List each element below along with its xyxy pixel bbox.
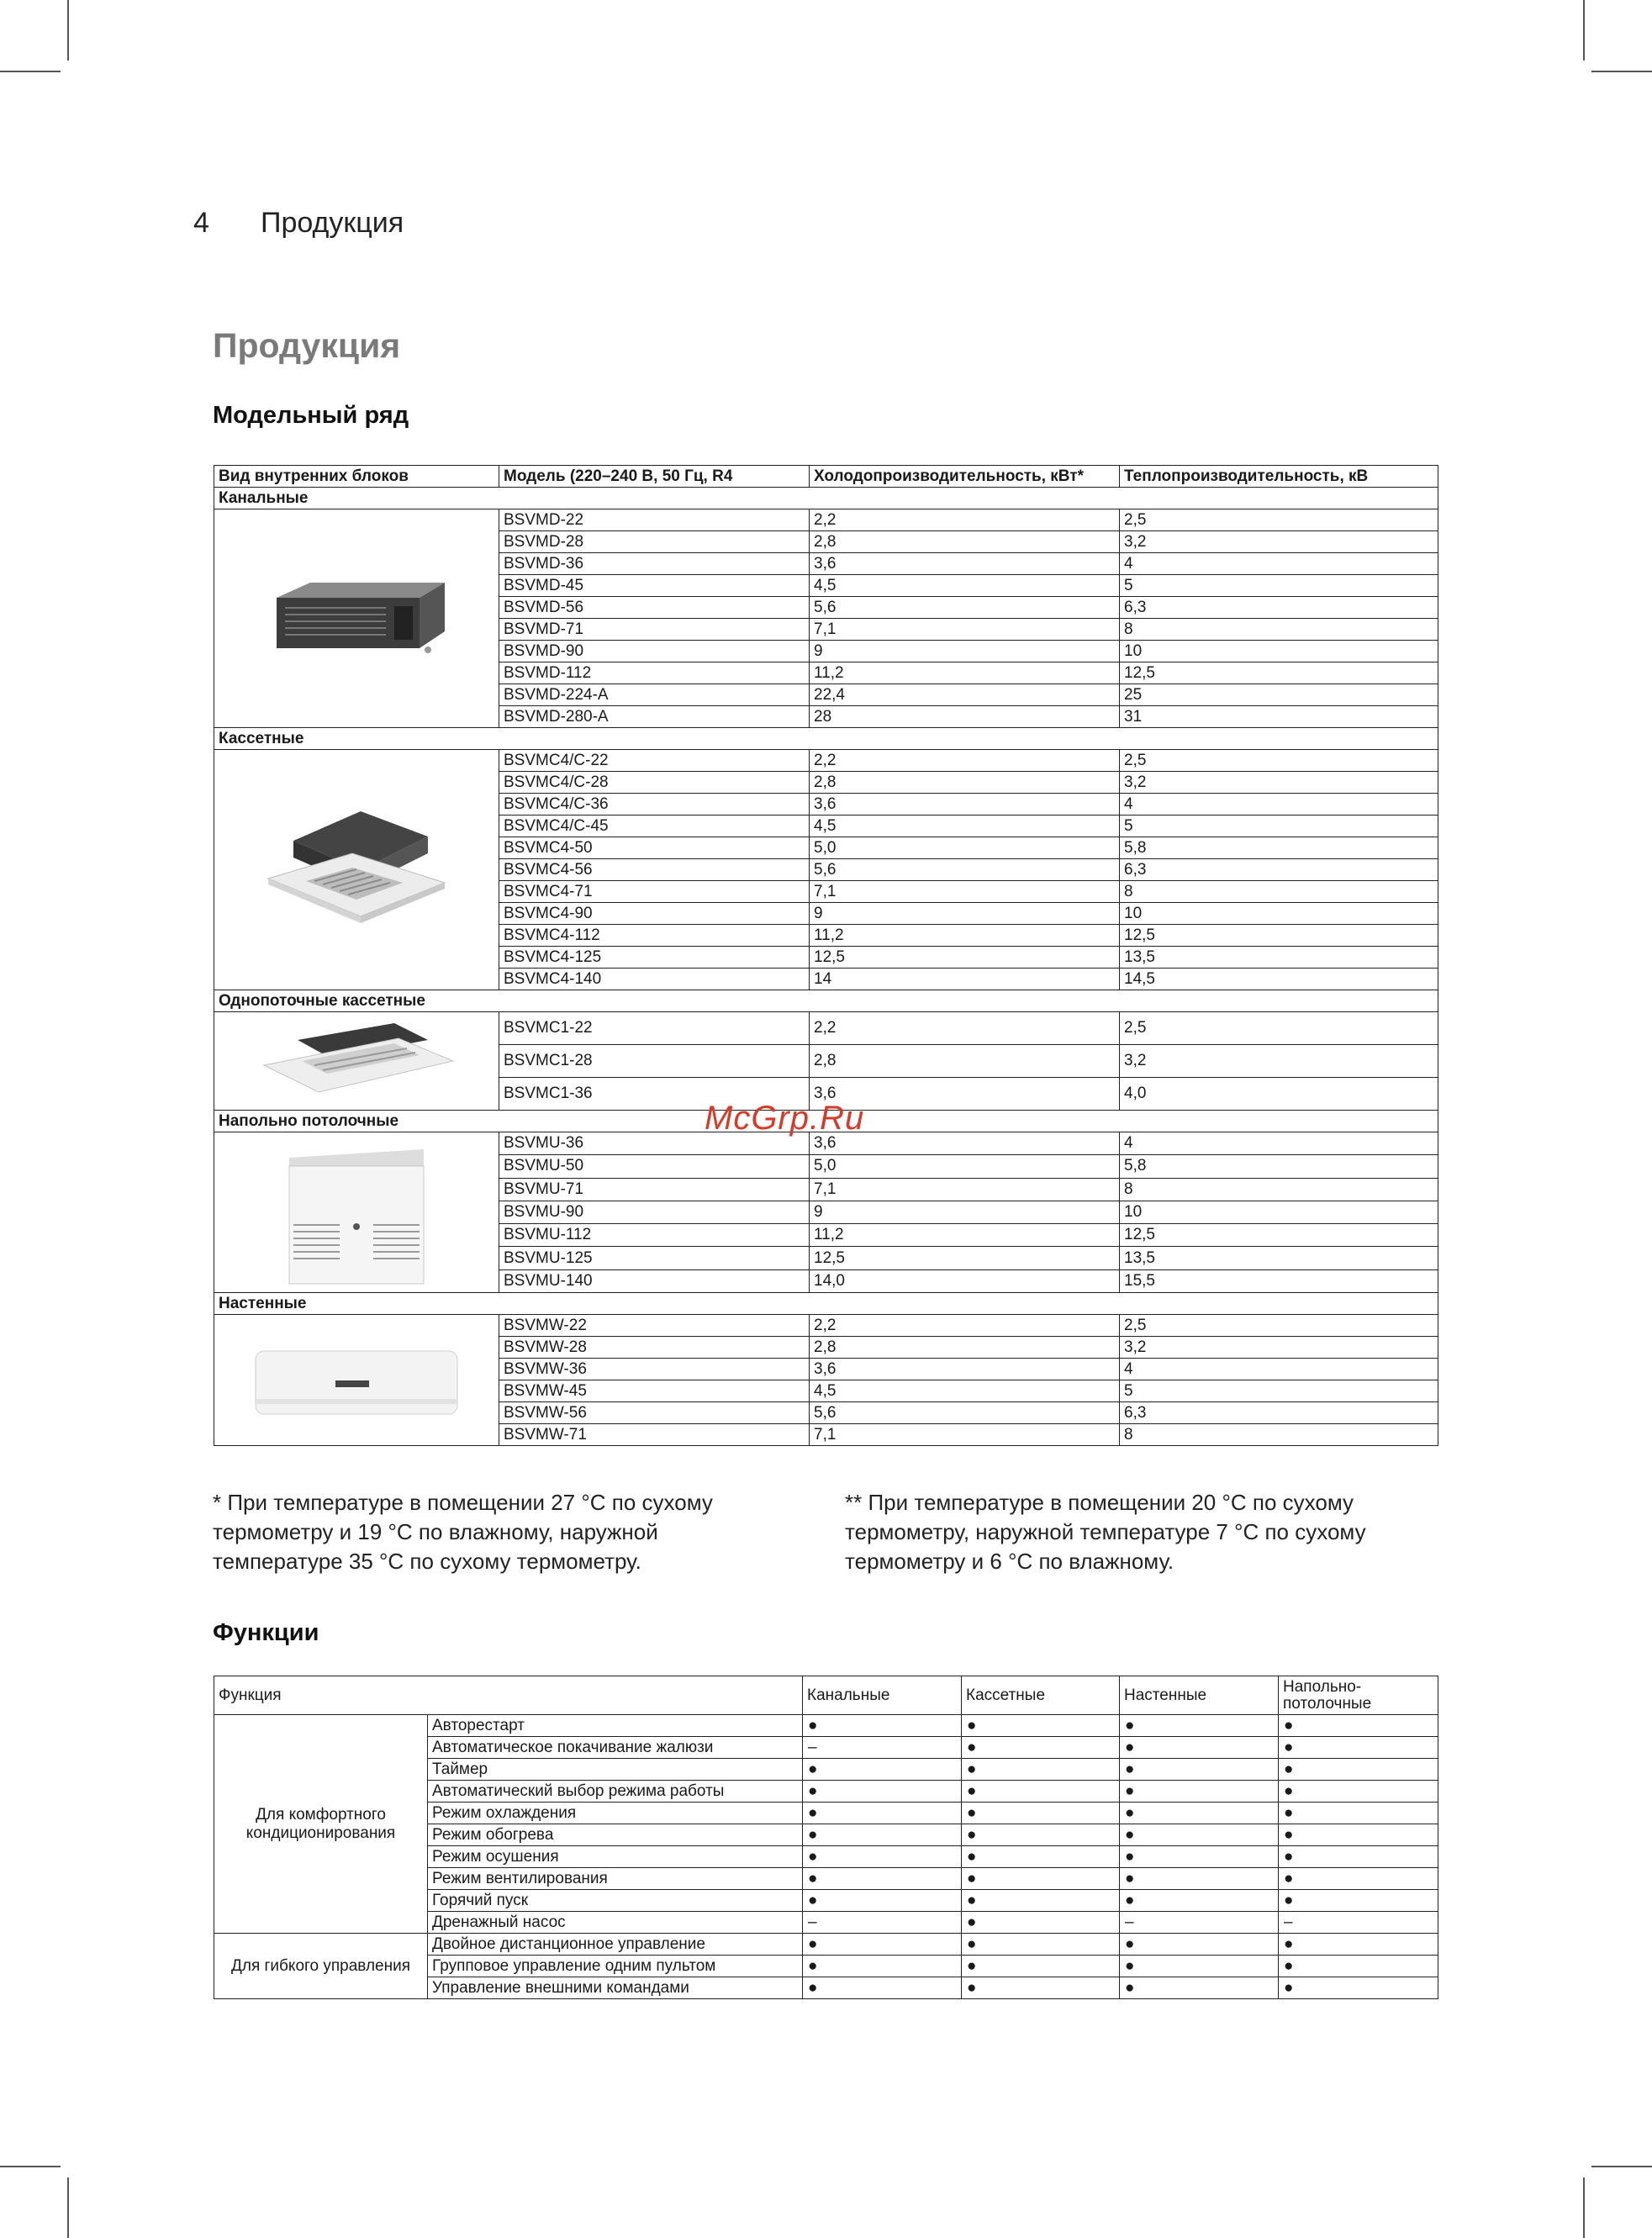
model-cell: BSVMC4-90 xyxy=(499,903,810,925)
availability-mark: ● xyxy=(962,1781,1120,1803)
availability-mark: ● xyxy=(962,1934,1120,1956)
availability-mark: ● xyxy=(1279,1846,1438,1868)
heating-cell: 3,2 xyxy=(1120,1045,1438,1078)
cooling-cell: 4,5 xyxy=(810,1380,1120,1402)
availability-mark: ● xyxy=(1120,1759,1279,1781)
availability-mark: ● xyxy=(1279,1824,1438,1846)
group-row xyxy=(214,990,1438,1012)
availability-mark: ● xyxy=(803,1759,962,1781)
availability-mark: ● xyxy=(1279,1803,1438,1824)
heating-cell: 10 xyxy=(1120,641,1438,662)
function-name: Таймер xyxy=(428,1759,803,1781)
model-cell: BSVMC1-36 xyxy=(499,1078,810,1111)
heating-cell: 12,5 xyxy=(1120,1224,1438,1247)
availability-mark: ● xyxy=(962,1824,1120,1846)
availability-mark: – xyxy=(803,1912,962,1934)
group-row xyxy=(214,728,1438,750)
heating-cell: 2,5 xyxy=(1120,509,1438,531)
cooling-cell: 14,0 xyxy=(810,1269,1120,1292)
availability-mark: ● xyxy=(803,1715,962,1737)
models-heading: Модельный ряд xyxy=(213,402,409,429)
heating-cell: 3,2 xyxy=(1120,1337,1438,1359)
model-cell: BSVMD-36 xyxy=(499,553,810,575)
function-name: Групповое управление одним пультом xyxy=(428,1956,803,1977)
availability-mark: ● xyxy=(803,1868,962,1890)
heating-cell: 5 xyxy=(1120,575,1438,597)
model-cell: BSVMD-45 xyxy=(499,575,810,597)
crop-mark xyxy=(67,0,69,61)
cooling-cell: 2,8 xyxy=(810,772,1120,794)
wall-unit-icon xyxy=(247,1338,466,1423)
availability-mark: ● xyxy=(1120,1737,1279,1759)
cooling-cell: 7,1 xyxy=(810,619,1120,641)
heating-cell: 4 xyxy=(1120,794,1438,815)
column-header: Холодопроизводительность, кВт* xyxy=(810,466,1120,488)
availability-mark: ● xyxy=(803,1977,962,1999)
one-way-cassette-image xyxy=(214,1012,499,1111)
availability-mark: ● xyxy=(1120,1846,1279,1868)
heating-cell: 31 xyxy=(1120,706,1438,728)
cooling-footnote: * При температуре в помещении 27 °С по сухому термометру и 19 °С по влажному, наружной температуре 35 °С по сухому термометру. xyxy=(213,1490,713,1574)
model-cell: BSVMD-280-A xyxy=(499,706,810,728)
heating-cell: 10 xyxy=(1120,1201,1438,1223)
heating-cell: 8 xyxy=(1120,1424,1438,1446)
availability-mark: ● xyxy=(1120,1934,1279,1956)
watermark: McGrp.Ru xyxy=(705,1100,865,1137)
column-header: Функция xyxy=(214,1676,803,1715)
model-cell: BSVMU-50 xyxy=(499,1155,810,1178)
heating-cell: 2,5 xyxy=(1120,1012,1438,1045)
model-cell: BSVMC4/C-36 xyxy=(499,794,810,815)
model-cell: BSVMW-71 xyxy=(499,1424,810,1446)
model-cell: BSVMW-28 xyxy=(499,1337,810,1359)
model-cell: BSVMW-56 xyxy=(499,1402,810,1424)
availability-mark: ● xyxy=(1120,1803,1279,1824)
crop-mark xyxy=(1583,0,1585,61)
availability-mark: ● xyxy=(1279,1977,1438,1999)
heating-cell: 6,3 xyxy=(1120,859,1438,881)
availability-mark: ● xyxy=(962,1737,1120,1759)
model-cell: BSVMC4-125 xyxy=(499,947,810,969)
column-header: Настенные xyxy=(1120,1676,1279,1715)
heating-cell: 3,2 xyxy=(1120,772,1438,794)
availability-mark: ● xyxy=(1279,1715,1438,1737)
crop-mark xyxy=(1591,2166,1652,2167)
cooling-cell: 5,6 xyxy=(810,1402,1120,1424)
page-header xyxy=(193,207,404,240)
column-header: Напольно-потолочные xyxy=(1279,1676,1438,1715)
availability-mark: ● xyxy=(803,1956,962,1977)
crop-mark xyxy=(67,2177,69,2238)
table-header-row xyxy=(214,1676,1438,1715)
cooling-cell: 11,2 xyxy=(810,1224,1120,1247)
cooling-cell: 2,2 xyxy=(810,750,1120,772)
availability-mark: ● xyxy=(1279,1781,1438,1803)
function-name: Режим обогрева xyxy=(428,1824,803,1846)
model-cell: BSVMU-71 xyxy=(499,1178,810,1201)
heating-cell: 3,2 xyxy=(1120,531,1438,553)
heating-cell: 4 xyxy=(1120,1132,1438,1155)
availability-mark: ● xyxy=(1279,1737,1438,1759)
functions-heading: Функции xyxy=(213,1619,319,1646)
model-cell: BSVMC4-50 xyxy=(499,837,810,859)
function-name: Автоматический выбор режима работы xyxy=(428,1781,803,1803)
heating-cell: 6,3 xyxy=(1120,1402,1438,1424)
table-header-row xyxy=(214,466,1438,488)
availability-mark: – xyxy=(1120,1912,1279,1934)
cooling-cell: 11,2 xyxy=(810,925,1120,947)
table-row xyxy=(214,1012,1438,1045)
cooling-cell: 2,2 xyxy=(810,1315,1120,1337)
availability-mark: ● xyxy=(1120,1824,1279,1846)
model-cell: BSVMC4-140 xyxy=(499,969,810,990)
cooling-cell: 5,0 xyxy=(810,837,1120,859)
availability-mark: ● xyxy=(962,1912,1120,1934)
table-row xyxy=(214,509,1438,531)
availability-mark: ● xyxy=(962,1977,1120,1999)
crop-mark xyxy=(0,2166,61,2167)
cooling-cell: 7,1 xyxy=(810,1424,1120,1446)
cooling-cell: 28 xyxy=(810,706,1120,728)
functions-table xyxy=(214,1676,1438,1999)
cooling-cell: 2,8 xyxy=(810,1045,1120,1078)
availability-mark: ● xyxy=(1279,1868,1438,1890)
model-cell: BSVMW-22 xyxy=(499,1315,810,1337)
availability-mark: ● xyxy=(1120,1956,1279,1977)
ducted-unit-icon xyxy=(260,573,453,665)
heating-cell: 4 xyxy=(1120,553,1438,575)
availability-mark: ● xyxy=(1120,1868,1279,1890)
cooling-cell: 5,0 xyxy=(810,1155,1120,1178)
group-label: Однопоточные кассетные xyxy=(214,990,1438,1012)
models-table xyxy=(214,465,1438,1446)
column-header: Модель (220–240 В, 50 Гц, R4 xyxy=(499,466,810,488)
model-cell: BSVMU-125 xyxy=(499,1247,810,1269)
cooling-cell: 4,5 xyxy=(810,815,1120,837)
cooling-cell: 9 xyxy=(810,903,1120,925)
heating-cell: 5 xyxy=(1120,1380,1438,1402)
group-label: Напольно потолочные xyxy=(214,1111,1438,1132)
cooling-cell: 2,8 xyxy=(810,531,1120,553)
heating-cell: 2,5 xyxy=(1120,1315,1438,1337)
availability-mark: ● xyxy=(1279,1956,1438,1977)
table-row xyxy=(214,1715,1438,1737)
model-cell: BSVMU-90 xyxy=(499,1201,810,1223)
function-name: Дренажный насос xyxy=(428,1912,803,1934)
section-title: Продукция xyxy=(261,207,404,239)
availability-mark: ● xyxy=(1279,1934,1438,1956)
cooling-cell: 3,6 xyxy=(810,1132,1120,1155)
table-row xyxy=(214,1934,1438,1956)
function-name: Двойное дистанционное управление xyxy=(428,1934,803,1956)
cooling-cell: 5,6 xyxy=(810,859,1120,881)
model-cell: BSVMC1-28 xyxy=(499,1045,810,1078)
table-row xyxy=(214,750,1438,772)
heating-cell: 5 xyxy=(1120,815,1438,837)
heating-cell: 4 xyxy=(1120,1359,1438,1380)
cooling-cell: 3,6 xyxy=(810,794,1120,815)
function-name: Режим охлаждения xyxy=(428,1803,803,1824)
function-category: Для гибкого управления xyxy=(214,1934,428,1999)
cooling-cell: 22,4 xyxy=(810,684,1120,706)
availability-mark: ● xyxy=(1120,1890,1279,1912)
cooling-cell: 9 xyxy=(810,641,1120,662)
availability-mark: ● xyxy=(962,1890,1120,1912)
availability-mark: ● xyxy=(962,1868,1120,1890)
column-header: Теплопроизводительность, кВ xyxy=(1120,466,1438,488)
model-cell: BSVMC4/C-45 xyxy=(499,815,810,837)
function-name: Режим осушения xyxy=(428,1846,803,1868)
floor-ceiling-unit-image xyxy=(214,1132,499,1293)
function-category: Для комфортного кондиционирования xyxy=(214,1715,428,1934)
cassette-unit-image xyxy=(214,750,499,990)
heating-cell: 14,5 xyxy=(1120,969,1438,990)
availability-mark: ● xyxy=(803,1890,962,1912)
group-row xyxy=(214,488,1438,509)
heating-cell: 15,5 xyxy=(1120,1269,1438,1292)
availability-mark: ● xyxy=(1279,1890,1438,1912)
crop-mark xyxy=(1591,71,1652,72)
column-header: Вид внутренних блоков xyxy=(214,466,499,488)
availability-mark: ● xyxy=(803,1934,962,1956)
cooling-cell: 9 xyxy=(810,1201,1120,1223)
model-cell: BSVMU-112 xyxy=(499,1224,810,1247)
group-label: Кассетные xyxy=(214,728,1438,750)
model-cell: BSVMW-45 xyxy=(499,1380,810,1402)
model-cell: BSVMU-140 xyxy=(499,1269,810,1292)
group-label: Настенные xyxy=(214,1293,1438,1315)
one-way-cassette-icon xyxy=(251,1015,462,1107)
model-cell: BSVMC4-71 xyxy=(499,881,810,903)
heating-cell: 8 xyxy=(1120,1178,1438,1201)
model-cell: BSVMW-36 xyxy=(499,1359,810,1380)
ducted-unit-image xyxy=(214,509,499,728)
availability-mark: ● xyxy=(1120,1781,1279,1803)
availability-mark: ● xyxy=(803,1803,962,1824)
heating-footnote: ** При температуре в помещении 20 °С по сухому термометру, наружной температуре 7 °С по сухому термометру и 6 °С по влажному. xyxy=(845,1490,1366,1574)
cooling-cell: 2,2 xyxy=(810,509,1120,531)
heating-cell: 12,5 xyxy=(1120,925,1438,947)
heating-cell: 4,0 xyxy=(1120,1078,1438,1111)
cooling-cell: 11,2 xyxy=(810,662,1120,684)
availability-mark: – xyxy=(1279,1912,1438,1934)
heating-cell: 25 xyxy=(1120,684,1438,706)
model-cell: BSVMD-22 xyxy=(499,509,810,531)
group-label: Канальные xyxy=(214,488,1438,509)
cooling-cell: 14 xyxy=(810,969,1120,990)
function-name: Автоматическое покачивание жалюзи xyxy=(428,1737,803,1759)
heating-cell: 8 xyxy=(1120,881,1438,903)
wall-unit-image xyxy=(214,1315,499,1446)
availability-mark: – xyxy=(803,1737,962,1759)
crop-mark xyxy=(0,71,61,72)
crop-mark xyxy=(1583,2177,1585,2238)
cooling-cell: 4,5 xyxy=(810,575,1120,597)
model-cell: BSVMC4-56 xyxy=(499,859,810,881)
cooling-cell: 2,8 xyxy=(810,1337,1120,1359)
heating-cell: 10 xyxy=(1120,903,1438,925)
cooling-cell: 5,6 xyxy=(810,597,1120,619)
cooling-cell: 3,6 xyxy=(810,553,1120,575)
availability-mark: ● xyxy=(803,1824,962,1846)
heating-cell: 2,5 xyxy=(1120,750,1438,772)
availability-mark: ● xyxy=(962,1759,1120,1781)
table-row xyxy=(214,1315,1438,1337)
availability-mark: ● xyxy=(962,1715,1120,1737)
availability-mark: ● xyxy=(803,1846,962,1868)
heating-cell: 8 xyxy=(1120,619,1438,641)
model-cell: BSVMD-71 xyxy=(499,619,810,641)
model-cell: BSVMD-112 xyxy=(499,662,810,684)
floor-ceiling-unit-icon xyxy=(264,1132,449,1292)
heating-cell: 6,3 xyxy=(1120,597,1438,619)
availability-mark: ● xyxy=(962,1956,1120,1977)
cooling-cell: 3,6 xyxy=(810,1359,1120,1380)
page-title: Продукция xyxy=(213,326,401,365)
model-cell: BSVMU-36 xyxy=(499,1132,810,1155)
heating-cell: 13,5 xyxy=(1120,947,1438,969)
function-name: Управление внешними командами xyxy=(428,1977,803,1999)
cooling-cell: 3,6 xyxy=(810,1078,1120,1111)
availability-mark: ● xyxy=(1120,1715,1279,1737)
cooling-cell: 2,2 xyxy=(810,1012,1120,1045)
heating-cell: 12,5 xyxy=(1120,662,1438,684)
cooling-cell: 12,5 xyxy=(810,947,1120,969)
function-name: Режим вентилирования xyxy=(428,1868,803,1890)
availability-mark: ● xyxy=(962,1846,1120,1868)
group-row xyxy=(214,1293,1438,1315)
model-cell: BSVMD-28 xyxy=(499,531,810,553)
model-cell: BSVMD-90 xyxy=(499,641,810,662)
availability-mark: ● xyxy=(1120,1977,1279,1999)
column-header: Канальные xyxy=(803,1676,962,1715)
model-cell: BSVMD-56 xyxy=(499,597,810,619)
heating-cell: 5,8 xyxy=(1120,1155,1438,1178)
cassette-unit-icon xyxy=(260,790,453,950)
model-cell: BSVMC4/C-28 xyxy=(499,772,810,794)
cooling-cell: 7,1 xyxy=(810,881,1120,903)
availability-mark: ● xyxy=(803,1781,962,1803)
model-cell: BSVMD-224-A xyxy=(499,684,810,706)
cooling-cell: 12,5 xyxy=(810,1247,1120,1269)
model-cell: BSVMC1-22 xyxy=(499,1012,810,1045)
heating-cell: 5,8 xyxy=(1120,837,1438,859)
cooling-cell: 7,1 xyxy=(810,1178,1120,1201)
function-name: Горячий пуск xyxy=(428,1890,803,1912)
function-name: Авторестарт xyxy=(428,1715,803,1737)
model-cell: BSVMC4-112 xyxy=(499,925,810,947)
page-number: 4 xyxy=(193,207,209,239)
column-header: Кассетные xyxy=(962,1676,1120,1715)
model-cell: BSVMC4/C-22 xyxy=(499,750,810,772)
availability-mark: ● xyxy=(962,1803,1120,1824)
heating-cell: 13,5 xyxy=(1120,1247,1438,1269)
availability-mark: ● xyxy=(1279,1759,1438,1781)
